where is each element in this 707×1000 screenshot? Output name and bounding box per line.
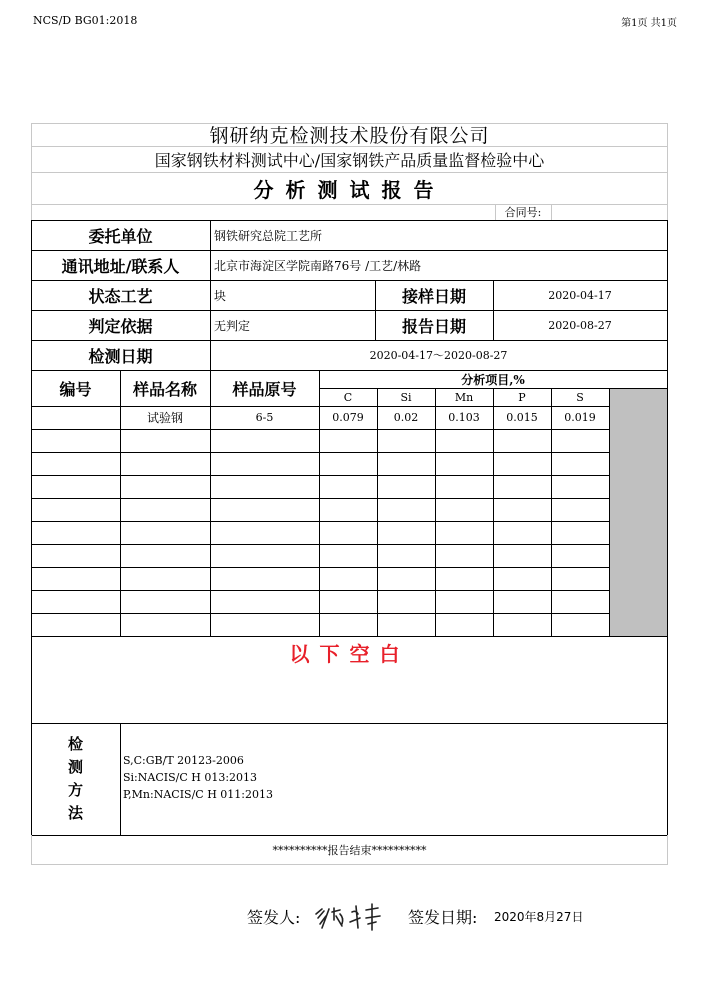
cell-no <box>31 406 120 429</box>
col-header-sample-name: 样品名称 <box>132 379 197 399</box>
col-header-original-no: 样品原号 <box>232 379 297 399</box>
address-value: 北京市海淀区学院南路76号 /工艺/林路 <box>214 258 422 273</box>
report-date-label: 报告日期 <box>401 316 466 336</box>
element-header-mn: Mn <box>454 390 474 404</box>
center-name: 国家钢铁材料测试中心/国家钢铁产品质量监督检验中心 <box>154 150 545 170</box>
cell-value-c: 0.079 <box>332 411 364 424</box>
analysis-items-header: 分析项目,% <box>461 372 525 387</box>
test-date-value: 2020-04-17～2020-08-27 <box>369 349 508 362</box>
contract-value <box>551 204 667 220</box>
unused-column-fill <box>610 389 667 636</box>
method-list <box>123 752 273 803</box>
blank-below-notice: 以下空白 <box>289 641 410 666</box>
state-label: 状态工艺 <box>88 286 153 306</box>
cell-sample-name: 试验钢 <box>146 411 183 425</box>
signer-label: 签发人: <box>247 908 301 927</box>
cell-value-si: 0.02 <box>393 411 419 424</box>
method-label-char: 测 <box>67 758 83 776</box>
cell-value-s: 0.019 <box>564 411 596 424</box>
test-date-label: 检测日期 <box>88 346 153 366</box>
method-label-char: 方 <box>67 781 83 799</box>
element-header-p: P <box>518 390 526 404</box>
sign-date-value: 2020年8月27日 <box>494 910 584 924</box>
cell-value-mn: 0.103 <box>448 411 480 424</box>
address-label: 通讯地址/联系人 <box>61 256 180 276</box>
receive-date-label: 接样日期 <box>401 286 466 306</box>
method-label <box>31 723 120 835</box>
method-line: P,Mn:NACIS/C H 011:2013 <box>123 788 273 801</box>
state-value: 块 <box>214 288 227 303</box>
element-header-c: C <box>343 390 353 404</box>
signature-icon <box>312 900 386 932</box>
receive-date-value: 2020-04-17 <box>548 288 612 302</box>
method-label-char: 检 <box>67 735 83 753</box>
report-end-text: **********报告结束********** <box>272 844 427 857</box>
col-header-no: 编号 <box>59 379 92 399</box>
basis-label: 判定依据 <box>88 316 153 336</box>
client-label: 委托单位 <box>88 226 153 246</box>
report-date-value: 2020-08-27 <box>548 318 612 332</box>
report-title: 分析测试报告 <box>253 177 446 202</box>
contract-label: 合同号: <box>504 206 542 219</box>
document-code: NCS/D BG01:2018 <box>33 14 138 27</box>
cell-value-p: 0.015 <box>506 411 538 424</box>
company-name: 钢研纳克检测技术股份有限公司 <box>209 125 490 147</box>
basis-value: 无判定 <box>214 318 251 333</box>
element-header-s: S <box>576 390 584 404</box>
element-header-si: Si <box>400 390 412 404</box>
cell-original-no: 6-5 <box>255 411 274 424</box>
client-value: 钢铁研究总院工艺所 <box>214 228 323 243</box>
method-label-char: 法 <box>67 804 83 822</box>
page-info: 第1页 共1页 <box>621 18 677 29</box>
method-line: S,C:GB/T 20123-2006 <box>123 754 244 767</box>
sign-date-label: 签发日期: <box>408 908 478 927</box>
method-line: Si:NACIS/C H 013:2013 <box>123 771 258 784</box>
